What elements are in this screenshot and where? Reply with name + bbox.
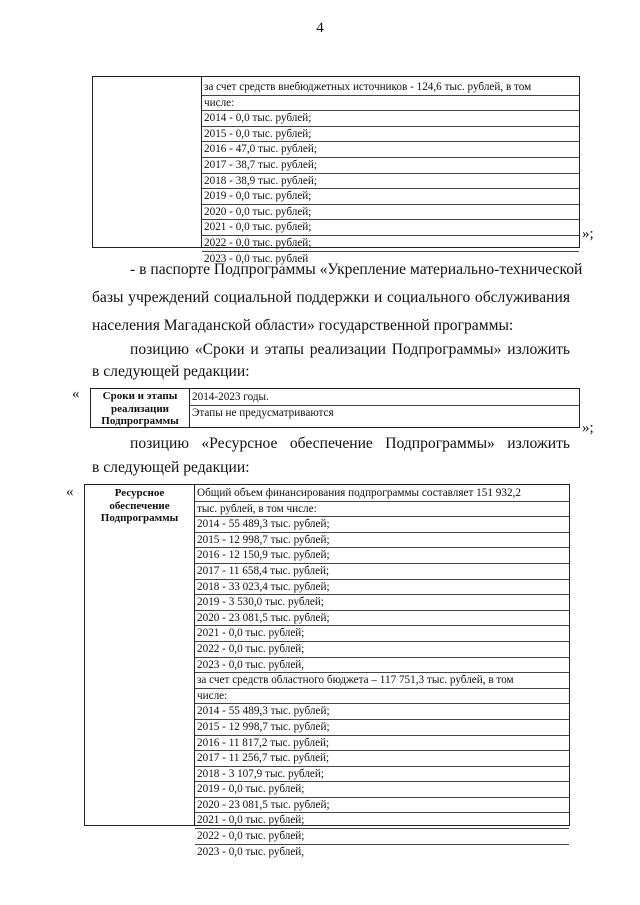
funding-tail-line: 2019 - 0,0 тыс. рублей;: [202, 189, 579, 205]
resources-line: 2021 - 0,0 тыс. рублей;: [195, 626, 569, 642]
resources-line: 2023 - 0,0 тыс. рублей,: [197, 845, 305, 858]
funding-tail-line: 2023 - 0,0 тыс. рублей: [204, 252, 309, 265]
funding-tail-line: за счет средств внебюджетных источников - 124,6 тыс. рублей, в том: [202, 80, 579, 96]
resources-line: 2020 - 23 081,5 тыс. рублей;: [195, 611, 569, 627]
resources-line: Общий объем финансирования подпрограммы составляет 151 932,2: [195, 486, 569, 502]
terms-label-line: реализации: [110, 402, 170, 415]
resources-line: 2016 - 12 150,9 тыс. рублей;: [195, 548, 569, 564]
passport-amendment-line: населения Магаданской области» государственной программы:: [92, 317, 514, 334]
resources-line: 2020 - 23 081,5 тыс. рублей;: [195, 798, 569, 814]
resources-line: 2019 - 0,0 тыс. рублей;: [195, 782, 569, 798]
terms-value-line: Этапы не предусматриваются: [192, 406, 334, 419]
resources-line: 2016 - 11 817,2 тыс. рублей;: [195, 736, 569, 752]
opening-quote: «: [72, 386, 80, 402]
funding-tail-line: 2016 - 47,0 тыс. рублей;: [202, 142, 579, 158]
funding-tail-line: 2017 - 38,7 тыс. рублей;: [202, 158, 579, 174]
passport-amendment-line: - в паспорте Подпрограммы «Укрепление материально-технической: [130, 261, 583, 278]
resources-line: числе:: [195, 689, 569, 705]
resources-line: 2015 - 12 998,7 тыс. рублей;: [195, 720, 569, 736]
resources-line: за счет средств областного бюджета – 117 751,3 тыс. рублей, в том: [195, 673, 569, 689]
funding-tail-values-cell: [202, 77, 579, 265]
resources-label-line: обеспечение: [109, 499, 170, 512]
resources-line: 2021 - 0,0 тыс. рублей;: [195, 813, 569, 829]
page-number: 4: [316, 20, 324, 36]
terms-position-line: позицию «Сроки и этапы реализации Подпрограммы» изложить: [130, 341, 570, 358]
resources-table: [84, 484, 570, 858]
resources-line: 2017 - 11 658,4 тыс. рублей;: [195, 564, 569, 580]
resources-line: 2019 - 3 530,0 тыс. рублей;: [195, 595, 569, 611]
resources-label-cell: [85, 485, 195, 825]
resources-line: 2022 - 0,0 тыс. рублей;: [195, 642, 569, 658]
resources-line: 2015 - 12 998,7 тыс. рублей;: [195, 533, 569, 549]
funding-tail-line: 2014 - 0,0 тыс. рублей;: [202, 111, 579, 127]
opening-quote: «: [66, 484, 74, 500]
closing-quote: »;: [582, 420, 594, 436]
funding-tail-empty-label-cell: [93, 77, 202, 247]
terms-label-line: Сроки и этапы: [102, 390, 178, 402]
resources-line: 2014 - 55 489,3 тыс. рублей;: [195, 704, 569, 720]
resources-values-cell: [195, 485, 569, 858]
resources-position-line: в следующей редакции:: [92, 459, 250, 476]
funding-tail-line: 2018 - 38,9 тыс. рублей;: [202, 174, 579, 190]
terms-value-line: 2014-2023 годы.: [190, 390, 579, 406]
terms-position-line: в следующей редакции:: [92, 363, 250, 380]
resources-line: тыс. рублей, в том числе:: [195, 502, 569, 518]
resources-label-line: Ресурсное: [114, 487, 165, 499]
resources-line: 2017 - 11 256,7 тыс. рублей;: [195, 751, 569, 767]
funding-tail-line: 2020 - 0,0 тыс. рублей;: [202, 205, 579, 221]
terms-value-cell: [190, 389, 579, 427]
resources-line: 2018 - 33 023,4 тыс. рублей;: [195, 580, 569, 596]
passport-amendment-line: базы учреждений социальной поддержки и социального обслуживания: [92, 289, 570, 306]
closing-quote: »;: [582, 226, 594, 242]
terms-label-line: Подпрограммы: [101, 415, 179, 427]
resources-line: 2022 - 0,0 тыс. рублей;: [195, 829, 569, 845]
funding-tail-line: 2021 - 0,0 тыс. рублей;: [202, 220, 579, 236]
resources-line: 2018 - 3 107,9 тыс. рублей;: [195, 767, 569, 783]
resources-line: 2014 - 55 489,3 тыс. рублей;: [195, 517, 569, 533]
terms-table: [90, 388, 580, 428]
resources-line: 2023 - 0,0 тыс. рублей,: [195, 658, 569, 674]
funding-tail-line: числе:: [202, 96, 579, 112]
funding-tail-table: [92, 76, 580, 265]
terms-label-cell: [91, 389, 190, 427]
funding-tail-line: 2022 - 0,0 тыс. рублей;: [202, 236, 579, 252]
resources-position-line: позицию «Ресурсное обеспечение Подпрограммы» изложить: [130, 435, 570, 452]
resources-label-line: Подпрограммы: [100, 512, 179, 524]
funding-tail-line: 2015 - 0,0 тыс. рублей;: [202, 127, 579, 143]
